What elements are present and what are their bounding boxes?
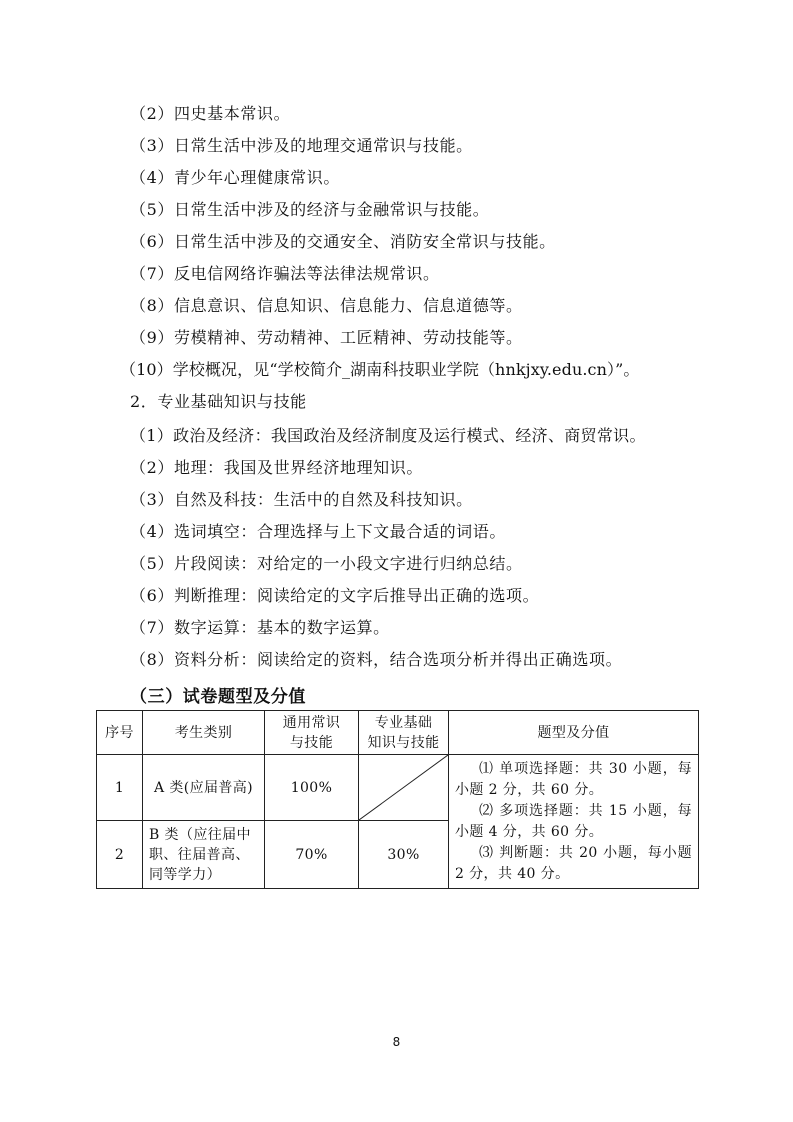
text-line: （4）青少年心理健康常识。 xyxy=(130,168,340,187)
text-line: （9）劳模精神、劳动精神、工匠精神、劳动技能等。 xyxy=(130,328,523,347)
diagonal-slash xyxy=(359,755,448,820)
cell-professional: 30% xyxy=(359,821,449,889)
cell-general: 70% xyxy=(265,821,359,889)
table-row xyxy=(97,755,699,821)
header-professional-line2: 知识与技能 xyxy=(367,734,440,751)
text-line: （3）自然及科技：生活中的自然及科技知识。 xyxy=(130,490,473,509)
text-line: （2）四史基本常识。 xyxy=(130,104,291,123)
text-line-school-link: （10）学校概况，见“学校简介_湖南科技职业学院（hnkjxy.edu.cn）”。 xyxy=(120,360,640,379)
text-line: （6）日常生活中涉及的交通安全、消防安全常识与技能。 xyxy=(130,232,556,251)
text-line: （8）资料分析：阅读给定的资料，结合选项分析并得出正确选项。 xyxy=(130,650,623,669)
header-cell-no: 序号 xyxy=(97,711,143,755)
text-line: （5）日常生活中涉及的经济与金融常识与技能。 xyxy=(130,200,490,219)
text-line: （5）片段阅读：对给定的一小段文字进行归纳总结。 xyxy=(130,554,523,573)
text-line: （6）判断推理：阅读给定的文字后推导出正确的选项。 xyxy=(130,586,540,605)
cell-professional-empty xyxy=(359,755,449,821)
header-general-line2: 与技能 xyxy=(289,734,334,751)
question-type-single-choice: ⑴ 单项选择题：共 30 小题，每小题 2 分，共 60 分。 xyxy=(455,760,692,798)
page-number: 8 xyxy=(392,1035,401,1049)
header-general-line1: 通用常识 xyxy=(282,714,341,731)
question-type-true-false: ⑶ 判断题：共 20 小题，每小题 2 分，共 40 分。 xyxy=(455,844,692,882)
header-cell-general xyxy=(265,711,359,755)
text-line: （3）日常生活中涉及的地理交通常识与技能。 xyxy=(130,136,473,155)
text-line: （7）数字运算：基本的数字运算。 xyxy=(130,618,390,637)
cell-no: 1 xyxy=(97,755,143,821)
cell-no: 2 xyxy=(97,821,143,889)
text-line: （8）信息意识、信息知识、信息能力、信息道德等。 xyxy=(130,296,523,315)
question-type-multiple-choice: ⑵ 多项选择题：共 15 小题，每小题 4 分，共 60 分。 xyxy=(455,802,692,840)
cell-category: A 类(应届普高) xyxy=(143,755,265,821)
cell-general: 100% xyxy=(265,755,359,821)
text-line: （2）地理：我国及世界经济地理知识。 xyxy=(130,458,423,477)
cell-category: B 类（应往届中职、往届普高、同等学力） xyxy=(143,821,265,889)
score-table xyxy=(96,710,699,889)
header-cell-category: 考生类别 xyxy=(143,711,265,755)
table-header-row xyxy=(97,711,699,755)
header-professional-line1: 专业基础 xyxy=(374,714,433,731)
text-line: （7）反电信网络诈骗法等法律法规常识。 xyxy=(130,264,440,283)
header-cell-professional xyxy=(359,711,449,755)
section-heading: （三）试卷题型及分值 xyxy=(130,687,306,707)
text-line: （1）政治及经济：我国政治及经济制度及运行模式、经济、商贸常识。 xyxy=(130,426,646,445)
cell-question-types xyxy=(449,755,699,889)
section-subheading: 2．专业基础知识与技能 xyxy=(130,392,307,411)
header-cell-question-types: 题型及分值 xyxy=(449,711,699,755)
text-line: （4）选词填空：合理选择与上下文最合适的词语。 xyxy=(130,522,506,541)
